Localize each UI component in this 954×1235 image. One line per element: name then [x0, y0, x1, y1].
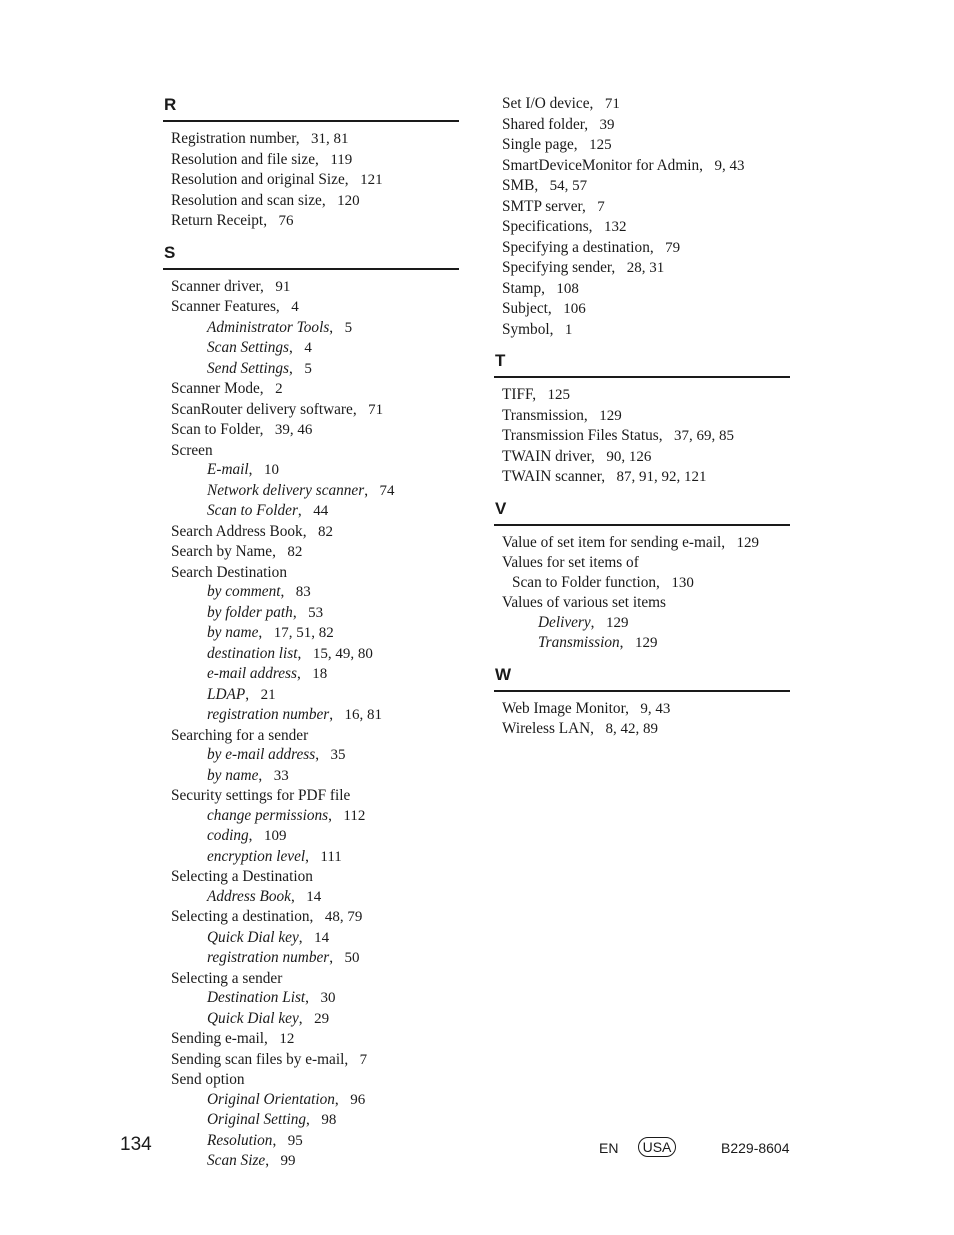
index-entry [494, 533, 790, 554]
index-section-letter: R [164, 95, 177, 114]
index-entry [163, 786, 459, 806]
index-entry [163, 867, 459, 887]
index-separator: , [590, 613, 595, 631]
index-pages: 30 [320, 990, 336, 1006]
index-term: TWAIN driver [502, 447, 592, 465]
index-subentry [163, 988, 459, 1009]
index-pages: 111 [320, 848, 342, 865]
index-subentry [163, 359, 459, 380]
index-subentry [163, 603, 459, 624]
index-separator: , [306, 1111, 310, 1128]
index-separator: , [272, 1131, 277, 1149]
index-entry [494, 238, 790, 259]
index-subentry [494, 633, 790, 654]
index-pages: 54, 57 [549, 178, 588, 194]
index-term: Search by Name [171, 543, 273, 560]
index-separator: , [344, 1050, 349, 1068]
index-separator: , [248, 827, 253, 844]
index-term: Stamp [502, 279, 542, 297]
index-term: Screen [171, 441, 213, 459]
index-entry [494, 593, 790, 613]
index-separator: , [259, 421, 264, 438]
index-term: Sending scan files by e-mail [171, 1050, 345, 1068]
index-term: change permissions [207, 806, 329, 824]
footer-doc-code: B229-8604 [721, 1140, 790, 1156]
index-subentry [163, 501, 459, 522]
index-entry [163, 400, 459, 421]
index-term: Resolution and file size [171, 150, 316, 168]
index-subentry [163, 460, 459, 481]
index-entry [163, 420, 459, 441]
index-term: by name [207, 766, 259, 784]
index-term: Sending e-mail [171, 1030, 265, 1047]
index-section-letter: T [495, 351, 506, 370]
index-term: Symbol [502, 320, 550, 338]
index-subentry [163, 826, 459, 847]
index-separator: , [584, 115, 589, 133]
index-entry [494, 299, 790, 320]
index-entry [163, 969, 459, 989]
index-pages: 106 [563, 301, 586, 317]
index-pages: 91 [275, 278, 291, 295]
index-entry [494, 115, 790, 136]
index-term: Scan to Folder [207, 502, 298, 519]
index-term: SmartDeviceMonitor for Admin [502, 156, 700, 174]
index-term: Scanner driver [171, 277, 261, 295]
index-separator: , [248, 461, 253, 478]
index-term: Values for set items of [502, 554, 639, 571]
index-term: by name [207, 624, 259, 641]
index-subentry [163, 745, 459, 766]
index-separator: , [259, 380, 264, 397]
index-separator: , [573, 136, 578, 153]
index-term: Return Receipt [171, 212, 264, 229]
index-pages: 82 [318, 523, 334, 540]
index-pages: 14 [306, 888, 322, 905]
index-pages: 39, 46 [274, 422, 313, 438]
index-entry [163, 297, 459, 318]
index-term: Scanner Mode [171, 380, 260, 397]
index-term: Set I/O device [502, 95, 590, 112]
index-separator: , [297, 644, 302, 662]
index-entry [494, 719, 790, 740]
index-entry [494, 135, 790, 156]
index-entry [494, 467, 790, 488]
index-pages: 95 [287, 1132, 303, 1149]
index-subentry [163, 806, 459, 827]
index-term: Original Orientation [207, 1090, 335, 1108]
index-pages: 71 [604, 96, 620, 112]
index-subentry [163, 685, 459, 706]
index-subentry [163, 623, 459, 644]
index-entry [163, 441, 459, 461]
index-pages: 31, 81 [311, 131, 349, 147]
index-term: e-mail address [207, 665, 297, 682]
index-pages: 28, 31 [626, 260, 665, 276]
index-entry [163, 907, 459, 928]
index-separator: , [364, 481, 369, 499]
index-subentry [163, 1131, 459, 1152]
index-pages: 9, 43 [640, 700, 671, 717]
index-entry [163, 522, 459, 543]
index-term: Security settings for PDF file [171, 787, 351, 804]
index-pages: 4 [304, 340, 312, 356]
index-term: SMB [502, 177, 535, 194]
index-separator: , [298, 928, 303, 946]
index-entry [494, 94, 790, 115]
index-term: Subject [502, 300, 548, 317]
section-divider [494, 376, 790, 378]
index-term: Scan to Folder [171, 421, 260, 438]
index-separator: , [532, 386, 537, 403]
index-term: Scan Size [207, 1152, 266, 1169]
index-separator: , [721, 533, 726, 551]
index-pages: 79 [665, 239, 681, 256]
index-pages: 5 [304, 360, 312, 377]
index-term: registration number [207, 949, 330, 966]
index-entry [163, 191, 459, 212]
index-pages: 8, 42, 89 [605, 721, 658, 737]
index-separator: , [591, 447, 595, 465]
index-pages: 129 [634, 635, 658, 651]
index-pages: 53 [308, 604, 324, 621]
index-subentry [163, 1110, 459, 1131]
index-pages: 21 [260, 686, 276, 703]
index-separator: , [699, 156, 703, 174]
index-pages: 17, 51, 82 [273, 625, 334, 641]
index-subentry [494, 613, 790, 634]
index-term: destination list [207, 644, 298, 662]
index-term: Searching for a sender [171, 726, 309, 744]
index-column-left [163, 94, 459, 1172]
index-subentry [163, 318, 459, 339]
index-pages: 99 [280, 1153, 296, 1169]
index-separator: , [534, 177, 539, 194]
index-term: LDAP [207, 685, 246, 703]
index-term: coding [207, 827, 249, 844]
index-term: Search Address Book [171, 522, 303, 540]
index-term: Wireless LAN [502, 720, 591, 737]
index-pages: 121 [360, 172, 383, 188]
index-term: Quick Dial key [207, 928, 299, 946]
index-term: TIFF [502, 386, 533, 403]
index-entry [494, 553, 790, 573]
index-term: E-mail [207, 461, 249, 478]
footer-region-badge: USA [638, 1137, 676, 1157]
index-separator: , [265, 1152, 270, 1169]
index-pages: 74 [379, 482, 395, 499]
index-entry [163, 170, 459, 191]
index-pages: 4 [291, 299, 299, 315]
index-pages: 33 [273, 767, 289, 784]
section-divider [494, 524, 790, 526]
index-term: Quick Dial key [207, 1009, 299, 1027]
index-separator: , [289, 359, 293, 377]
index-term: Transmission [538, 634, 620, 651]
index-pages: 16, 81 [344, 707, 383, 723]
index-pages: 83 [295, 584, 311, 600]
index-separator: , [245, 685, 250, 703]
index-term: Search Destination [171, 563, 287, 581]
index-term: Original Setting [207, 1111, 307, 1128]
index-term: Transmission Files Status [502, 427, 659, 444]
index-term: Selecting a destination [171, 908, 310, 925]
index-pages: 9, 43 [714, 157, 745, 174]
index-pages: 44 [313, 503, 329, 519]
index-separator: , [258, 624, 263, 641]
index-pages: 2 [275, 381, 283, 397]
index-column-right [494, 94, 790, 740]
index-entry [163, 379, 459, 400]
index-separator: , [302, 522, 307, 540]
index-pages: 125 [547, 387, 571, 403]
index-pages: 50 [344, 950, 360, 966]
index-separator: , [352, 400, 357, 418]
index-pages: 109 [263, 828, 287, 844]
index-term: Resolution and original Size [171, 171, 345, 188]
index-term: Specifying a destination [502, 238, 650, 256]
index-subentry [163, 887, 459, 908]
index-subentry [163, 1009, 459, 1030]
index-pages: 1 [564, 321, 573, 338]
index-pages: 7 [359, 1051, 368, 1068]
index-pages: 129 [736, 534, 760, 551]
index-term: Single page [502, 136, 574, 153]
index-separator: , [280, 583, 285, 600]
index-section-letter: W [495, 664, 512, 684]
index-term: Send Settings [207, 359, 289, 377]
index-term: Resolution and scan size [171, 191, 322, 209]
index-entry [494, 176, 790, 197]
index-pages: 71 [368, 401, 384, 418]
index-separator: , [290, 887, 295, 905]
index-separator: , [588, 218, 593, 235]
index-entry [163, 129, 459, 150]
index-entry [494, 385, 790, 406]
index-pages: 12 [279, 1031, 295, 1047]
index-separator: , [295, 130, 300, 147]
index-separator: , [590, 720, 594, 737]
index-term: ScanRouter delivery software [171, 400, 353, 418]
index-term: Scan Settings [207, 339, 289, 356]
index-term: Web Image Monitor [502, 699, 626, 717]
footer-language: EN [599, 1140, 619, 1156]
index-separator: , [275, 298, 280, 315]
index-pages: 48, 79 [324, 909, 363, 925]
index-subentry [163, 338, 459, 359]
index-separator: , [547, 300, 552, 317]
index-separator: , [315, 150, 319, 168]
index-separator: , [260, 277, 264, 295]
index-term: Scan to Folder function [512, 573, 657, 591]
index-term: Specifications [502, 218, 589, 235]
index-separator: , [263, 212, 268, 229]
index-term: Registration number [171, 130, 296, 147]
index-term: by folder path [207, 603, 293, 621]
index-separator: , [315, 746, 320, 763]
index-term: encryption level [207, 847, 306, 865]
index-subentry [163, 582, 459, 603]
index-subentry [163, 1151, 459, 1172]
index-term: Selecting a sender [171, 969, 283, 987]
index-subentry [163, 705, 459, 726]
index-entry [163, 150, 459, 171]
index-subentry [163, 847, 459, 868]
index-separator: , [297, 502, 302, 519]
index-separator: , [305, 989, 309, 1006]
index-separator: , [258, 766, 263, 784]
index-pages: 132 [603, 219, 627, 235]
index-term: Send option [171, 1071, 245, 1088]
index-separator: , [329, 949, 334, 966]
index-pages: 96 [350, 1091, 366, 1108]
index-subentry [163, 948, 459, 969]
index-separator: , [289, 339, 293, 356]
index-separator: , [329, 318, 334, 336]
index-pages: 90, 126 [606, 448, 652, 465]
index-subentry [163, 928, 459, 949]
index-pages: 112 [343, 807, 366, 824]
index-entry [163, 542, 459, 563]
index-pages: 14 [314, 929, 330, 946]
index-separator: , [583, 406, 588, 424]
index-separator: , [264, 1030, 268, 1047]
index-subentry [163, 644, 459, 665]
index-term: SMTP server [502, 197, 582, 215]
index-separator: , [619, 634, 624, 651]
index-term: Shared folder [502, 115, 585, 133]
index-entry [494, 279, 790, 300]
index-pages: 39 [599, 116, 615, 133]
index-separator: , [292, 603, 297, 621]
index-separator: , [601, 468, 606, 485]
index-pages: 108 [556, 280, 579, 297]
index-term: Value of set item for sending e-mail [502, 533, 722, 551]
index-separator: , [625, 699, 629, 717]
index-entry [163, 211, 459, 232]
index-pages: 15, 49, 80 [312, 645, 373, 662]
index-entry [494, 426, 790, 447]
section-divider [494, 690, 790, 692]
index-separator: , [549, 320, 554, 338]
index-subentry [163, 1090, 459, 1111]
index-entry [494, 699, 790, 720]
index-entry [163, 726, 459, 746]
index-separator: , [581, 197, 586, 215]
index-pages: 129 [599, 407, 622, 424]
index-section-letter: V [495, 498, 507, 518]
index-term: Delivery [538, 613, 591, 631]
index-separator: , [309, 908, 314, 925]
index-entry [494, 447, 790, 468]
index-term: Transmission [502, 406, 584, 424]
index-entry [163, 563, 459, 583]
index-pages: 119 [330, 151, 353, 168]
index-term: Values of various set items [502, 594, 666, 611]
index-separator: , [272, 543, 276, 560]
index-pages: 37, 69, 85 [674, 428, 735, 444]
index-term: by comment [207, 583, 281, 600]
index-subentry [163, 664, 459, 685]
index-separator: , [298, 1009, 303, 1027]
section-divider [163, 268, 459, 270]
index-term: Administrator Tools [207, 318, 330, 336]
index-pages: 87, 91, 92, 121 [616, 469, 707, 485]
index-entry [163, 1070, 459, 1090]
index-term: TWAIN scanner [502, 468, 602, 485]
index-term: Network delivery scanner [207, 481, 365, 499]
index-term: Destination List [207, 989, 306, 1006]
page-number: 134 [120, 1134, 152, 1155]
index-entry [494, 320, 790, 341]
index-subentry [163, 481, 459, 502]
index-pages: 76 [278, 213, 294, 229]
index-entry [163, 1029, 459, 1050]
index-pages: 120 [337, 192, 360, 209]
index-separator: , [656, 573, 660, 591]
index-separator: , [296, 665, 301, 682]
index-pages: 7 [597, 198, 605, 215]
index-separator: , [541, 279, 545, 297]
index-separator: , [329, 706, 334, 723]
index-separator: , [334, 1090, 339, 1108]
index-pages: 10 [263, 462, 279, 478]
index-term: Scanner Features [171, 298, 276, 315]
index-pages: 35 [330, 747, 346, 763]
index-term: Specifying sender [502, 259, 612, 276]
index-term: by e-mail address [207, 746, 316, 763]
index-separator: , [649, 238, 654, 256]
index-entry [494, 197, 790, 218]
index-pages: 29 [314, 1010, 330, 1027]
index-entry [494, 217, 790, 238]
index-pages: 98 [321, 1112, 337, 1128]
index-entry [163, 1050, 459, 1071]
index-pages: 125 [589, 137, 612, 153]
index-entry [494, 258, 790, 279]
index-separator: , [321, 191, 326, 209]
index-pages: 129 [605, 614, 629, 631]
index-term: Address Book [207, 887, 291, 905]
section-divider [163, 120, 459, 122]
index-subentry [163, 766, 459, 787]
index-entry [494, 156, 790, 177]
index-pages: 130 [671, 574, 694, 591]
index-separator: , [305, 847, 309, 865]
index-entry [494, 406, 790, 427]
index-pages: 82 [287, 544, 303, 560]
index-term: Resolution [207, 1131, 273, 1149]
index-entry [494, 573, 790, 594]
index-separator: , [611, 259, 616, 276]
index-separator: , [589, 95, 594, 112]
index-separator: , [344, 171, 349, 188]
index-section-letter: S [164, 242, 176, 262]
index-term: registration number [207, 706, 330, 723]
index-separator: , [658, 427, 663, 444]
index-term: Selecting a Destination [171, 868, 313, 885]
index-pages: 18 [312, 666, 328, 682]
index-separator: , [328, 806, 332, 824]
index-pages: 5 [344, 319, 353, 336]
index-entry [163, 277, 459, 298]
